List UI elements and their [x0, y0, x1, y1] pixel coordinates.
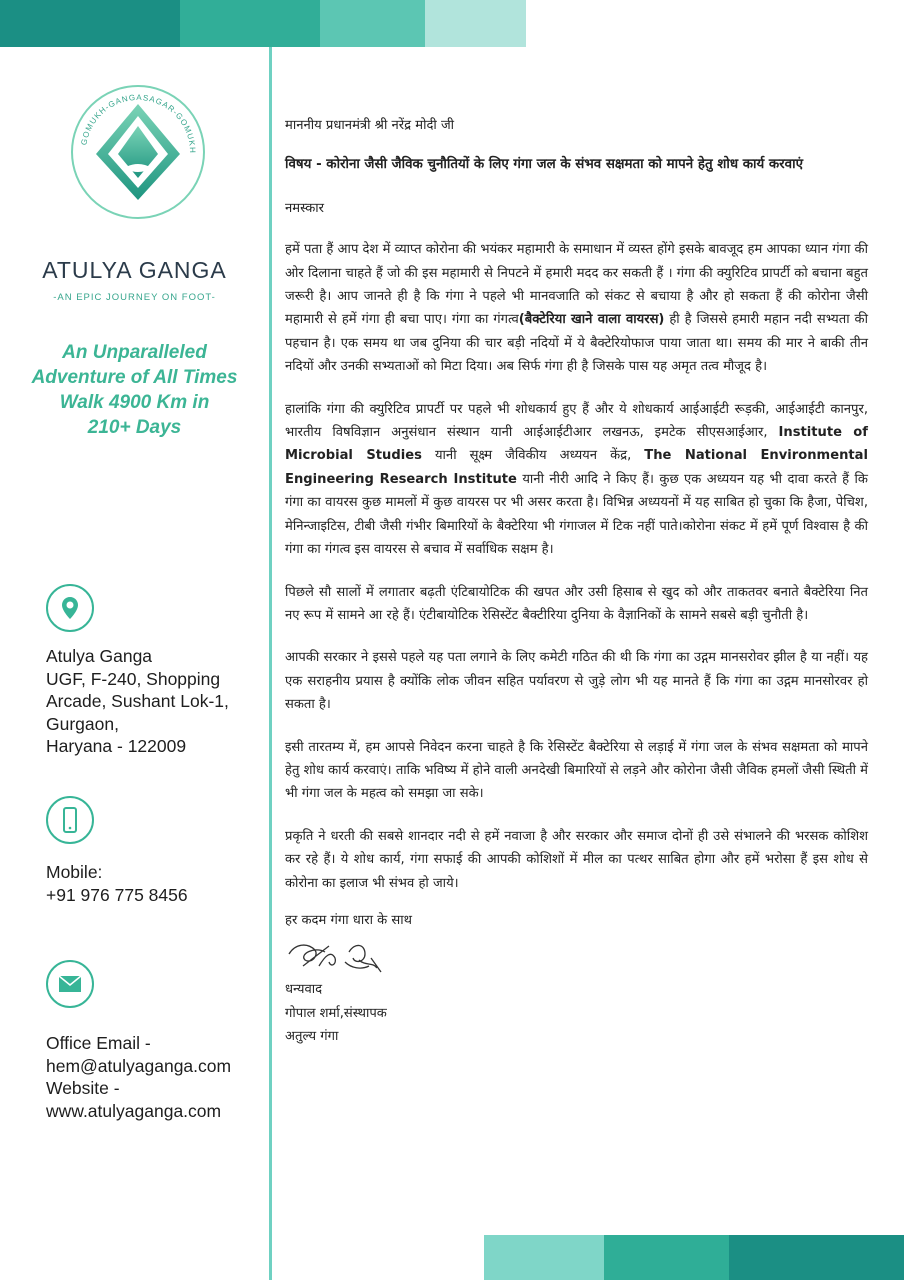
paragraph-1: हमें पता हैं आप देश में व्याप्त कोरोना की भयंकर महामारी के समाधान में व्यस्त होंगे इसके बावजूद हम आपका ध्यान गंगा की ओर दिलाना चाहते हैं जो की इस महामारी से निपटने में हमारी मदद कर सकती हैं । गंगा की क्युरिटिव प्रापर्टी को बचाना बहुत जरूरी है। आप जानते ही है कि गंगा ने पहले भी मानवजाति को संकट से बचाया है और हो सकता हैं की कोरोना जैसी महामारी से हमें गंगा ही बचा पाए। गंगा का गंगत्व(बैक्टेरिया खाने वाला वायरस) ही है जिससे हमारी महान नदी सभ्यता की पहचान है। एक समय था जब दुनिया की चार बड़ी नदियों में ये बैक्टेरियोफाज पाया जाता था। समय की मार ने बाकी तीन नदियों और उनकी सभ्यताओं को मिटा दिया। अब सिर्फ गंगा ही है जिसके पास यह अमृत तत्व मौजूद है। [285, 242, 868, 375]
mobile-phone-icon [46, 796, 94, 844]
letter-body [285, 114, 868, 1049]
header-color-bar [0, 0, 526, 47]
paragraph-3: पिछले सौ सालों में लगातार बढ़ती एंटिबायोटिक की खपत और उसी हिसाब से खुद को और ताकतवर बनाते बैक्टेरिया नित नए रूप में सामने आ रहे हैं। एंटीबायोटिक रेसिस्टेंट बैक्टीरिया दुनिया के वैज्ञानिकों के सामने सबसे बड़ी चुनौती है। [285, 584, 868, 623]
closing-line: हर कदम गंगा धारा के साथ [285, 912, 412, 928]
mobile-block: Mobile: +91 976 775 8456 [46, 862, 188, 905]
salutation: माननीय प्रधानमंत्री श्री नरेंद्र मोदी जी [285, 118, 455, 133]
subject: विषय - कोरोना जैसी जैविक चुनौतियों के लिए गंगा जल के संभव सक्षमता को मापने हेतु शोध कार्य करवाएं [285, 157, 803, 173]
svg-text:GOMUKH-GANGASAGAR-GOMUKH: GOMUKH-GANGASAGAR-GOMUKH [79, 92, 198, 154]
footer-color-bar [270, 1235, 904, 1280]
paragraph-4: आपकी सरकार ने इससे पहले यह पता लगाने के लिए कमेटी गठित की थी कि गंगा का उद्गम मानसरोवर झील है या नहीं। यह एक सराहनीय प्रयास है क्योंकि लोक जीवन सहित पर्यावरण से जुड़े लोग भी यह मानते हैं कि गंगा का उद्गम मानसोरवर हो सकता है। [285, 650, 868, 713]
paragraph-5: इसी तारतम्य में, हम आपसे निवेदन करना चाहते है कि रेसिस्टेंट बैक्टेरिया से लड़ाई में गंगा जल के संभव सक्षमता को मापने हेतु शोध कार्य करवाएं। ताकि भविष्य में होने वाली अनदेखी बिमारियों से लड़ने और कोरोना जैसी जैविक हमलों जैसी स्थिती में भी गंगा जल के महत्व को समझा जा सके। [285, 739, 868, 802]
envelope-icon [46, 960, 94, 1008]
mobile-number: +91 976 775 8456 [46, 884, 188, 905]
address-block: Atulya Ganga UGF, F-240, Shopping Arcade, Sushant Lok-1, Gurgaon, Haryana - 122009 [46, 646, 229, 756]
organization: अतुल्य गंगा [285, 1029, 339, 1045]
signature [285, 932, 868, 978]
paragraph-2: हालांकि गंगा की क्युरिटिव प्रापर्टी पर पहले भी शोधकार्य हुए हैं और ये शोधकार्य आईआईटी रूड़की, आईआईटी कानपुर, भारतीय विषविज्ञान अनुसंधान संस्थान यानी आईआईटीआर लखनऊ, इमटेक सीएसआईआर, Institute of Microbial Studies यानी सूक्ष्म जैविकीय अध्ययन केंद्र, The National Environmental Engineering Research Institute यानी नीरी आदि ने किए हैं। कुछ एक अध्ययन यह भी दावा करते हैं कि गंगा का वायरस कुछ मामलों में कुछ वायरस पर भी असर करता है। विभिन्न अध्ययनों में यह साबित हो चुका कि हैजा, पेचिश, मेनिन्जाइटिस, टीबी जैसी गंभीर बिमारियों के बैक्टेरिया भी गंगाजल में टिक नहीं पाते।कोरोना संकट में हमें पूर्ण विश्वास है की गंगा का गंगत्व इस वायरस से बचाव में सर्वाधिक सक्षम है। [285, 401, 868, 558]
sidebar-divider [269, 47, 272, 1280]
email-link[interactable]: hem@atulyaganga.com [46, 1055, 232, 1076]
tagline: An Unparalleled Adventure of All Times Walk 4900 Km in 210+ Days [31, 342, 238, 438]
sidebar [0, 47, 269, 1280]
atulya-ganga-logo [68, 82, 208, 222]
greeting: नमस्कार [285, 200, 324, 216]
location-pin-icon [46, 584, 94, 632]
signatory: गोपाल शर्मा,संस्थापक [285, 1005, 387, 1021]
email-website-block: Office Email - hem@atulyaganga.com Website - www.atulyaganga.com [46, 1033, 232, 1121]
thanks: धन्यवाद [285, 982, 323, 998]
brand-subtitle: -AN EPIC JOURNEY ON FOOT- [53, 292, 216, 303]
brand-name: ATULYA GANGA [42, 257, 227, 283]
paragraph-6: प्रकृति ने धरती की सबसे शानदार नदी से हमें नवाजा है और सरकार और समाज दोनों ही उसे संभालने की भरसक कोशिश कर रहे हैं। ये शोध कार्य, गंगा सफाई की आपकी कोशिशों में मील का पत्थर साबित होगा और हमें भरोसा हैं इस शोध से कोरोना का इलाज भी संभव हो जाये। [285, 828, 868, 891]
website-link[interactable]: www.atulyaganga.com [46, 1100, 222, 1121]
